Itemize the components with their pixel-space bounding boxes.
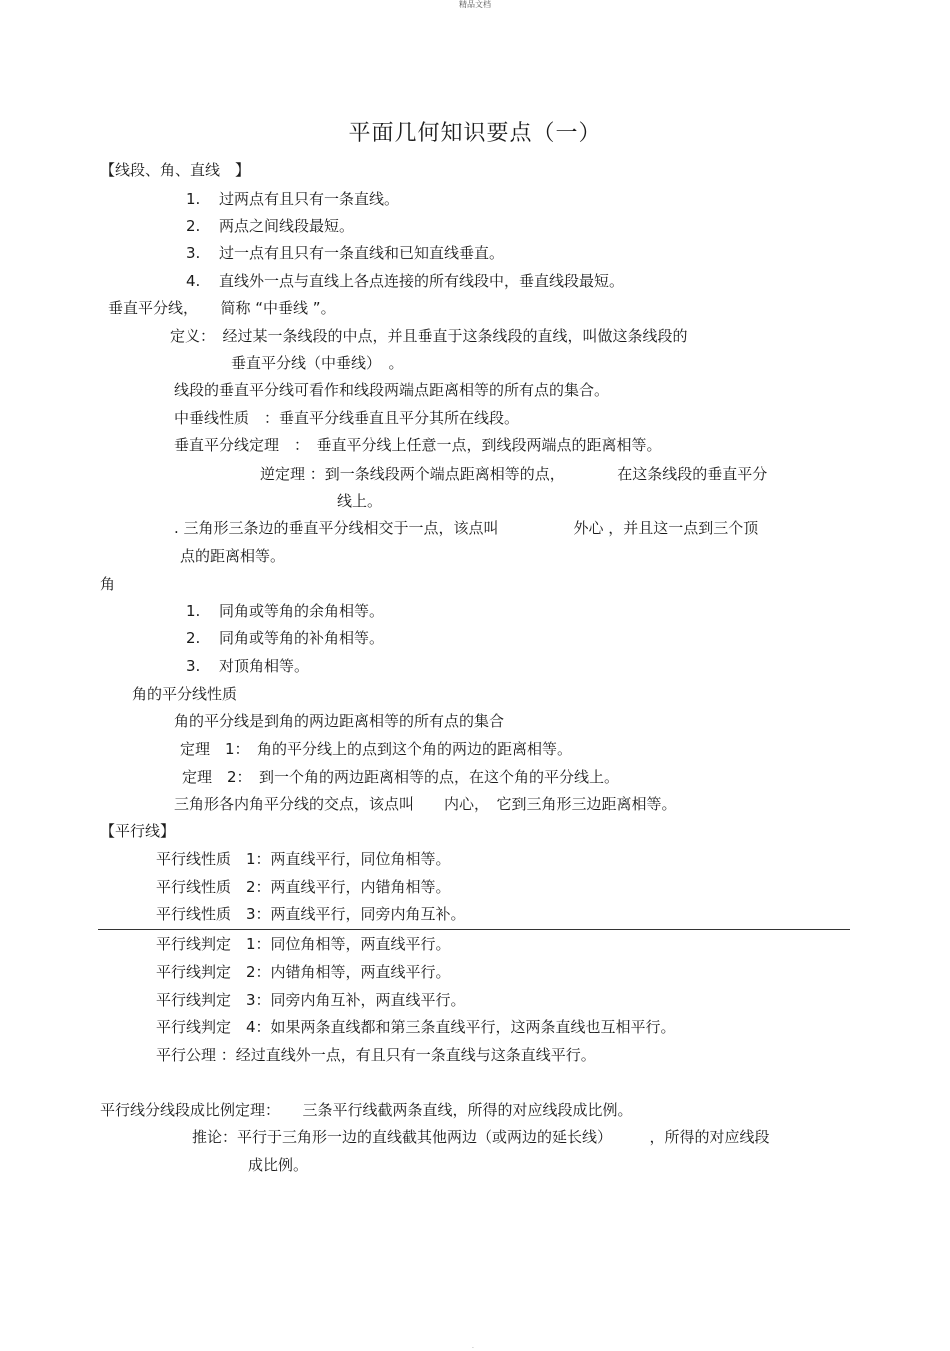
- list-item-text: 两点之间线段最短。: [219, 217, 355, 235]
- list-item: [186, 189, 399, 209]
- angle-theorem-2: 定理 2： 到一个角的两边距离相等的点，在这个角的平分线上。: [182, 768, 620, 786]
- list-item: [186, 271, 624, 291]
- page-title: 平面几何知识要点（一）: [348, 121, 602, 146]
- section-heading-parallel: 【平行线】: [100, 822, 176, 840]
- parallel-axiom: 平行公理 ：经过直线外一点，有且只有一条直线与这条直线平行。: [156, 1046, 596, 1064]
- list-item-number: 3.: [186, 657, 201, 675]
- parallel-criterion: 平行线判定 3：同旁内角互补，两直线平行。: [156, 991, 466, 1009]
- list-item-number: 1.: [186, 602, 201, 620]
- section-heading-lines-angles: 【线段、角、直线 】: [100, 161, 251, 179]
- angle-bisector-title: 角的平分线性质: [132, 685, 238, 703]
- parallel-criterion: 平行线判定 4：如果两条直线都和第三条直线平行，这两条直线也互相平行。: [156, 1018, 676, 1036]
- locus-statement: 线段的垂直平分线可看作和线段两端点距离相等的所有点的集合。: [174, 381, 610, 399]
- circumcenter-statement-cont: 点的距离相等。: [180, 547, 286, 565]
- bisector-theorem: 垂直平分线定理 ： 垂直平分线上任意一点，到线段两端点的距离相等。: [174, 436, 662, 454]
- definition-line: 定义： 经过某一条线段的中点，并且垂直于这条线段的直线，叫做这条线段的: [170, 327, 688, 345]
- parallel-criterion: 平行线判定 1：同位角相等，两直线平行。: [156, 935, 451, 953]
- list-item: [186, 628, 384, 648]
- circumcenter-statement: . 三角形三条边的垂直平分线相交于一点，该点叫 外心 ，并且这一点到三个顶: [174, 519, 759, 537]
- angle-theorem-1: 定理 1： 角的平分线上的点到这个角的两边的距离相等。: [180, 740, 573, 758]
- parallel-property: 平行线性质 2：两直线平行，内错角相等。: [156, 878, 451, 896]
- list-item-number: 3.: [186, 244, 201, 262]
- list-item-text: 同角或等角的补角相等。: [219, 629, 385, 647]
- list-item: [186, 601, 384, 621]
- list-item-number: 1.: [186, 190, 201, 208]
- converse-theorem-cont: 线上。: [337, 492, 383, 510]
- list-item: [186, 243, 504, 263]
- incenter-statement: 三角形各内角平分线的交点，该点叫 内心， 它到三角形三边距离相等。: [174, 795, 677, 813]
- corollary-cont: 成比例。: [248, 1156, 309, 1174]
- parallel-property: 平行线性质 1：两直线平行，同位角相等。: [156, 850, 451, 868]
- page-footer-mark: .: [472, 1343, 474, 1350]
- corollary: 推论：平行于三角形一边的直线截其他两边（或两边的延长线） ，所得的对应线段: [192, 1128, 770, 1146]
- perpendicular-bisector-title: 垂直平分线， 简称 “中垂线 ”。: [108, 299, 336, 317]
- bisector-property: 中垂线性质 ：垂直平分线垂直且平分其所在线段。: [174, 409, 520, 427]
- list-item-number: 4.: [186, 272, 201, 290]
- list-item-text: 过一点有且只有一条直线和已知直线垂直。: [219, 244, 505, 262]
- list-item-text: 同角或等角的余角相等。: [219, 602, 385, 620]
- list-item-text: 过两点有且只有一条直线。: [219, 190, 400, 208]
- list-item-text: 对顶角相等。: [219, 657, 310, 675]
- parallel-criterion: 平行线判定 2：内错角相等，两直线平行。: [156, 963, 451, 981]
- divider: [98, 929, 850, 930]
- angle-bisector-locus: 角的平分线是到角的两边距离相等的所有点的集合: [174, 712, 505, 730]
- list-item: [186, 656, 309, 676]
- page-header: 精品文档: [459, 0, 491, 9]
- list-item-text: 直线外一点与直线上各点连接的所有线段中，垂直线段最短。: [219, 272, 625, 290]
- definition-line-cont: 垂直平分线（中垂线） 。: [231, 354, 404, 372]
- converse-theorem: 逆定理 ：到一条线段两个端点距离相等的点， 在这条线段的垂直平分: [260, 465, 768, 483]
- list-item: [186, 216, 354, 236]
- proportional-segments-theorem: 平行线分线段成比例定理： 三条平行线截两条直线，所得的对应线段成比例。: [100, 1101, 633, 1119]
- list-item-number: 2.: [186, 629, 201, 647]
- list-item-number: 2.: [186, 217, 201, 235]
- parallel-property: 平行线性质 3：两直线平行，同旁内角互补。: [156, 905, 466, 923]
- section-heading-angle: 角: [100, 575, 116, 593]
